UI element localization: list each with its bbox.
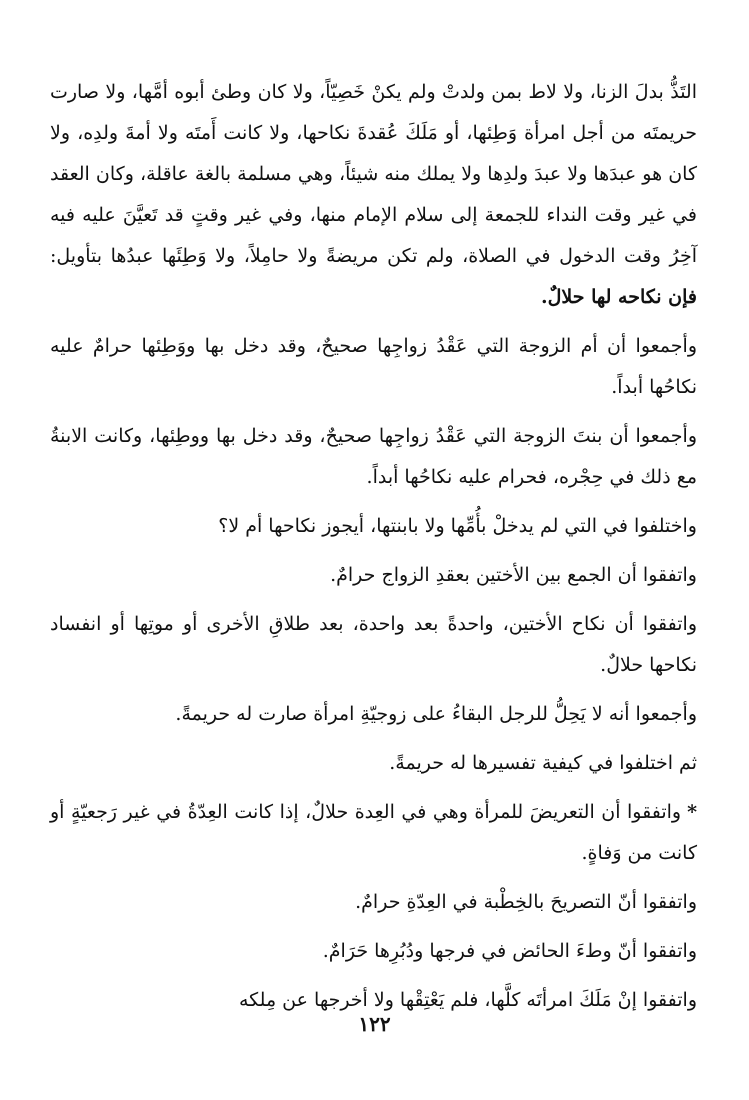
paragraph-6: واتفقوا أن نكاح الأختين، واحدةً بعد واحدة، بعد طلاقِ الأخرى أو موتِها أو انفساد نكاحها حلالٌ.	[50, 613, 697, 676]
page-number: ١٢٢	[358, 1012, 391, 1036]
paragraph-5: واتفقوا أن الجمع بين الأختين بعقدِ الزواج حرامٌ.	[330, 564, 697, 586]
asterisk-marker: *	[687, 801, 697, 823]
paragraph-3: وأجمعوا أن بنتَ الزوجة التي عَقْدُ زواجِها صحيحٌ، وقد دخل بها ووطِئها، وكانت الابنةُ مع ذلك في حِجْره، فحرام عليه نكاحُها أبداً.	[50, 425, 697, 488]
paragraph-9-text: واتفقوا أن التعريضَ للمرأة وهي في العِدة حلالٌ، إذا كانت العِدّةُ في غير رَجعيّةٍ أو كانت من وَفاةٍ.	[50, 801, 697, 864]
paragraph-7: وأجمعوا أنه لا يَحِلُّ للرجل البقاءُ على زوجيّةِ امرأة صارت له حريمةً.	[175, 703, 697, 725]
paragraph-1-bold-ruling: فإن نكاحه لها حلالٌ.	[540, 286, 697, 308]
paragraph-11: واتفقوا أنّ وطءَ الحائض في فرجها ودُبُرِها حَرَامٌ.	[322, 940, 697, 962]
paragraph-1	[50, 72, 697, 318]
paragraph-9	[50, 792, 697, 874]
paragraph-2: وأجمعوا أن أم الزوجة التي عَقْدُ زواجِها صحيحٌ، وقد دخل بها ووَطِئها حرامٌ عليه نكاحُها أبداً.	[50, 335, 697, 398]
paragraph-8: ثم اختلفوا في كيفية تفسيرها له حريمةً.	[389, 752, 697, 774]
page-body	[50, 72, 697, 1021]
paragraph-10: واتفقوا أنّ التصريحَ بالخِطْبة في العِدّةِ حرامٌ.	[355, 891, 697, 913]
paragraph-12: واتفقوا إنْ مَلَكَ امرأتَه كلَّها، فلم يَعْتِقْها ولا أخرجها عن مِلكه	[239, 989, 697, 1011]
paragraph-4: واختلفوا في التي لم يدخلْ بأُمِّها ولا بابنتها، أيجوز نكاحها أم لا؟	[218, 515, 697, 537]
paragraph-1-text: التَذُّ بدلَ الزنا، ولا لاط بمن ولدتْ ولم يكنْ خَصِيّاً، ولا كان وطئ أبوه أمَّها، ولا صارت حريمتَه من أجل امرأة وَطِئها، أو مَلَكَ عُقدةَ نكاحها، ولا كانت أَمتَه ولا أمةَ ولدِه، ولا كان هو عبدَها ولا عبدَ ولدِها ولا يملك منه شيئاً، وهي مسلمة بالغة عاقلة، وكان العقد في غير وقت النداء للجمعة إلى سلام الإمام منها، وفي غير وقتٍ قد تَعيَّنَ عليه فيه آخِرُ وقت الدخول في الصلاة، ولم تكن مريضةً ولا حامِلاً، ولا وَطِئَها عبدُها بتأويل:	[50, 81, 697, 267]
